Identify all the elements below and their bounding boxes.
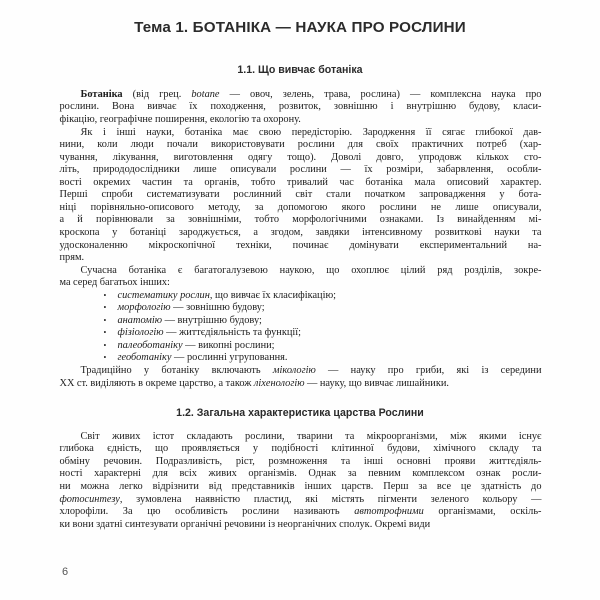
paragraph-line: фотосинтезу, зумовлена наявністю пластид, які містять пігменти зеленого кольору —	[59, 493, 542, 505]
bullet-icon: •	[103, 340, 107, 350]
paragraph-definition	[60, 77, 542, 127]
paragraph-line: прям.	[59, 252, 85, 264]
lead-term: Ботаніка	[80, 88, 123, 100]
line-text: (від грец. botane — овоч, зелень, трава, рослина) — комплексна наука про	[132, 88, 542, 100]
paragraph-line: обміну речовин. Подразливість, ріст, розмноження та інші основні прояви життєдіяль-	[59, 455, 542, 467]
section-1-1-body	[59, 77, 542, 390]
bullet-icon: •	[103, 353, 107, 363]
bullet-icon: •	[103, 303, 107, 313]
list-item	[60, 327, 542, 340]
paragraph-line: вості окремих частин та органів, тобто тривалий час ботаніка мала описовий характер.	[59, 176, 542, 188]
paragraph-line: а й порівнювали за зовнішніми, тобто морфологічними ознаками. Із винайденням мі-	[59, 214, 542, 226]
list-item-text: — рослинні угруповання.	[171, 352, 288, 364]
paragraph-line: рослини. Вона вивчає їх походження, розвиток, зовнішню і внутрішню будову, класи-	[59, 101, 542, 113]
list-item-term: фізіологію	[117, 327, 164, 339]
italic-term-lichenology: ліхенологію	[253, 377, 305, 389]
list-item	[60, 315, 542, 328]
line-text: Як і інші науки, ботаніка має свою передісторію. Зародження її сягає глибокої дав-	[80, 126, 542, 138]
paragraph-line: ності характерні для всіх живих організмів. Однак за певним комплексом ознак росли-	[59, 468, 542, 480]
line-text: Традиційно у ботаніку включають мікологію — науку про гриби, які із середини	[80, 364, 542, 376]
paragraph-line: ХХ ст. виділяють в окреме царство, а також ліхенологію — науку, що вивчає лишайники.	[59, 377, 449, 389]
paragraph-line: фікацію, географічне поширення, екологію та охорону.	[59, 114, 301, 126]
bullet-icon: •	[103, 328, 107, 338]
paragraph-line: ки вони здатні синтезувати органічні речовини із неорганічних сполук. Окремі види	[59, 518, 431, 530]
list-item	[60, 302, 542, 315]
list-item-text: — внутрішню будову;	[162, 314, 262, 326]
list-item-term: палеоботаніку	[117, 339, 183, 351]
paragraph-line: Перші спроби систематизувати рослинний світ стали початком запровадження у бота-	[59, 189, 542, 201]
list-item-text: — життєдіяльність та функції;	[163, 327, 301, 339]
paragraph-line	[60, 365, 542, 378]
paragraph-line	[60, 89, 542, 102]
paragraph-line	[60, 127, 542, 140]
section-heading-1-2: 1.2. Загальна характеристика царства Рослини	[176, 407, 424, 420]
bullet-icon: •	[103, 315, 107, 325]
paragraph-mycology	[60, 365, 542, 390]
latin-term: botane	[191, 88, 220, 100]
paragraph-history	[60, 127, 542, 265]
page-title: Тема 1. БОТАНІКА — НАУКА ПРО РОСЛИНИ	[134, 19, 466, 36]
page-number: 6	[62, 566, 69, 578]
list-item	[60, 340, 542, 353]
list-item	[60, 352, 542, 365]
paragraph-line: чування, лікування, виготовлення одягу тощо). Доволі довго, упродовж кількох сто-	[59, 151, 542, 163]
list-item-text: — викопні рослини;	[182, 339, 275, 351]
list-item-term: морфологію	[117, 302, 171, 314]
paragraph-line: ни можна легко відрізнити від представників інших царств. Перш за все це здатність до	[59, 480, 542, 492]
paragraph-line: ніці порівняльно-описового методу, за допомогою якого рослини не лише описували,	[59, 201, 542, 213]
list-item	[60, 290, 542, 303]
paragraph-line: нини, коли люди почали використовувати рослини для своїх практичних потреб (хар-	[59, 139, 542, 151]
list-item-text: , що вивчає їх класифікацію;	[209, 289, 337, 301]
section-heading-1-1: 1.1. Що вивчає ботаніка	[237, 64, 363, 77]
paragraph-line	[60, 265, 542, 278]
italic-term-mycology: мікологію	[272, 364, 316, 376]
paragraph-line: літь, природодослідники лише описували рослини — їх розміри, забарвлення, особли-	[59, 164, 542, 176]
bullet-icon: •	[103, 290, 107, 300]
list-item-text: — зовнішню будову;	[170, 302, 265, 314]
paragraph-line: глибока єдність, що проявляється у подібності клітинної будови, хімічного складу та	[59, 443, 542, 455]
list-item-term: геоботаніку	[117, 352, 172, 364]
italic-term-photosynthesis: фотосинтезу	[59, 493, 120, 505]
paragraph-line: удосконаленню мікроскопічної техніки, починає домінувати експериментальний на-	[59, 239, 542, 251]
italic-term-autotroph: автотрофними	[354, 506, 424, 518]
paragraph-plant-kingdom	[60, 420, 542, 531]
paragraph-line	[60, 431, 542, 444]
line-text: Сучасна ботаніка є багатогалузевою наукою, що охоплює цілий ряд розділів, зокре-	[80, 264, 542, 276]
list-item-term: анатомію	[117, 314, 162, 326]
section-1-2-body	[59, 420, 542, 531]
paragraph-line: хлорофіли. За цю особливість рослини називають автотрофними організмами, оскіль-	[59, 506, 542, 518]
botany-branches-list	[60, 290, 542, 365]
line-text: Світ живих істот складають рослини, тварини та мікроорганізми, між якими існує	[80, 430, 542, 442]
paragraph-modern-botany	[60, 265, 542, 290]
paragraph-line: кроскопа у ботаніці зароджується, а згодом, завдяки інтенсивному розвиткові науки та	[59, 226, 542, 238]
paragraph-line: ма серед багатьох інших:	[59, 277, 170, 289]
list-item-term: систематику рослин	[117, 289, 210, 301]
